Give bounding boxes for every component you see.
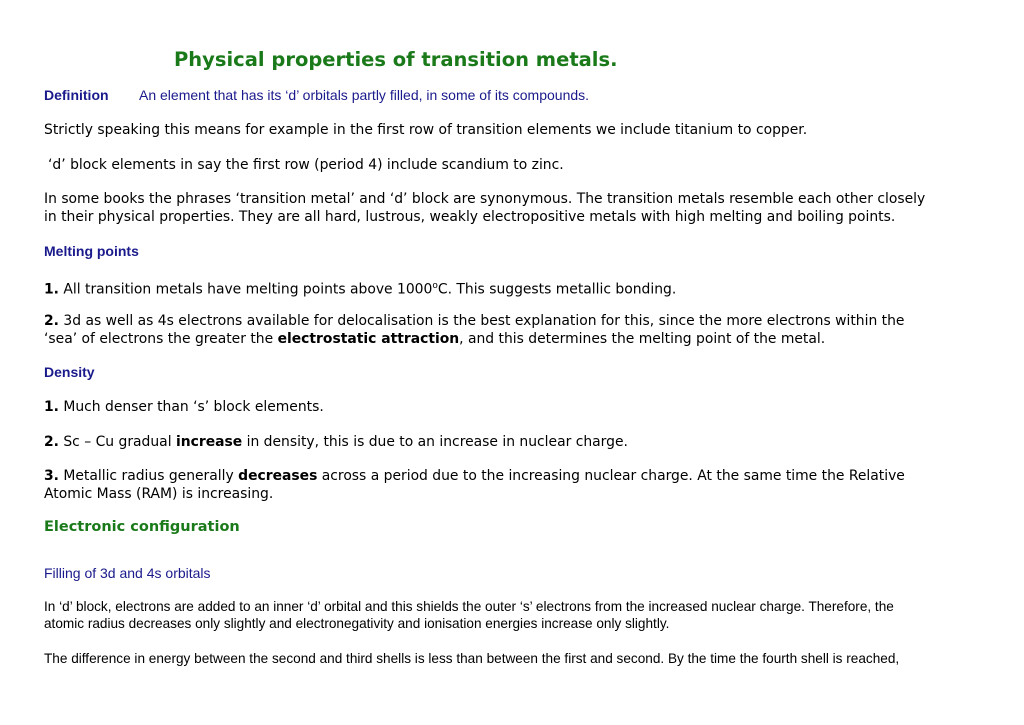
decreases-bold: decreases bbox=[238, 468, 318, 484]
increase-bold: increase bbox=[175, 434, 243, 450]
paragraph-d-block: ‘d’ block elements in say the first row (period 4) include scandium to zinc. bbox=[48, 157, 564, 173]
definition-label: Definition bbox=[44, 87, 109, 103]
paragraph-strictly: Strictly speaking this means for example in the first row of transition elements we include titanium to copper. bbox=[44, 122, 808, 138]
electrostatic-attraction-bold: electrostatic attraction bbox=[277, 331, 460, 347]
density-point-1-number: 1. bbox=[44, 399, 59, 415]
density-point-3-number: 3. bbox=[44, 468, 59, 484]
melting-points-heading: Melting points bbox=[44, 243, 139, 259]
paragraph-books-line1: In some books the phrases ‘transition metal’ and ‘d’ block are synonymous. The transition metals resemble each other closely bbox=[44, 191, 926, 207]
density-point-3-line1 bbox=[44, 467, 905, 485]
melting-point-2-line2 bbox=[44, 330, 825, 348]
page-title: Physical properties of transition metals. bbox=[174, 48, 618, 71]
melting-point-2-number: 2. bbox=[44, 313, 59, 329]
electronic-paragraph-1-line1: In ‘d’ block, electrons are added to an inner ‘d’ orbital and this shields the outer ‘s’ electrons from the increased nuclear charge. Therefore, the bbox=[44, 599, 894, 614]
density-point-2 bbox=[44, 433, 628, 451]
density-point-1-text: Much denser than ‘s’ block elements. bbox=[58, 399, 324, 415]
melting-point-1 bbox=[44, 277, 676, 299]
melting-point-1-text-a: All transition metals have melting points above 1000 bbox=[58, 281, 433, 298]
melting-point-2-line1-text: 3d as well as 4s electrons available for delocalisation is the best explanation for this, since the more electrons within the bbox=[58, 313, 905, 329]
density-point-2-text-a: Sc – Cu gradual bbox=[58, 434, 176, 450]
paragraph-books-line2: in their physical properties. They are all hard, lustrous, weakly electropositive metals with high melting and boiling points. bbox=[44, 209, 896, 225]
definition-text: An element that has its ‘d’ orbitals partly filled, in some of its compounds. bbox=[139, 87, 590, 103]
density-point-2-text-b: in density, this is due to an increase in nuclear charge. bbox=[242, 434, 628, 450]
density-point-1 bbox=[44, 398, 324, 416]
electronic-paragraph-2-line1: The difference in energy between the second and third shells is less than between the first and second. By the time the fourth shell is reached, bbox=[44, 651, 900, 666]
density-point-3-line2: Atomic Mass (RAM) is increasing. bbox=[44, 486, 274, 502]
density-heading: Density bbox=[44, 364, 95, 380]
density-point-2-number: 2. bbox=[44, 434, 59, 450]
melting-point-2-line1 bbox=[44, 312, 904, 330]
density-point-3-line1-b: across a period due to the increasing nuclear charge. At the same time the Relative bbox=[317, 468, 905, 484]
melting-point-2-line2-b: , and this determines the melting point of the metal. bbox=[459, 331, 826, 347]
electronic-paragraph-1-line2: atomic radius decreases only slightly and electronegativity and ionisation energies increase only slightly. bbox=[44, 616, 670, 631]
melting-point-1-number: 1. bbox=[44, 281, 59, 298]
melting-point-2-line2-a: ‘sea’ of electrons the greater the bbox=[44, 331, 278, 347]
melting-point-1-text-b: C. This suggests metallic bonding. bbox=[437, 281, 677, 298]
filling-orbitals-subheading: Filling of 3d and 4s orbitals bbox=[44, 565, 211, 581]
electronic-configuration-heading: Electronic configuration bbox=[44, 519, 240, 535]
degree-superscript: o bbox=[432, 281, 438, 291]
density-point-3-line1-a: Metallic radius generally bbox=[58, 468, 239, 484]
